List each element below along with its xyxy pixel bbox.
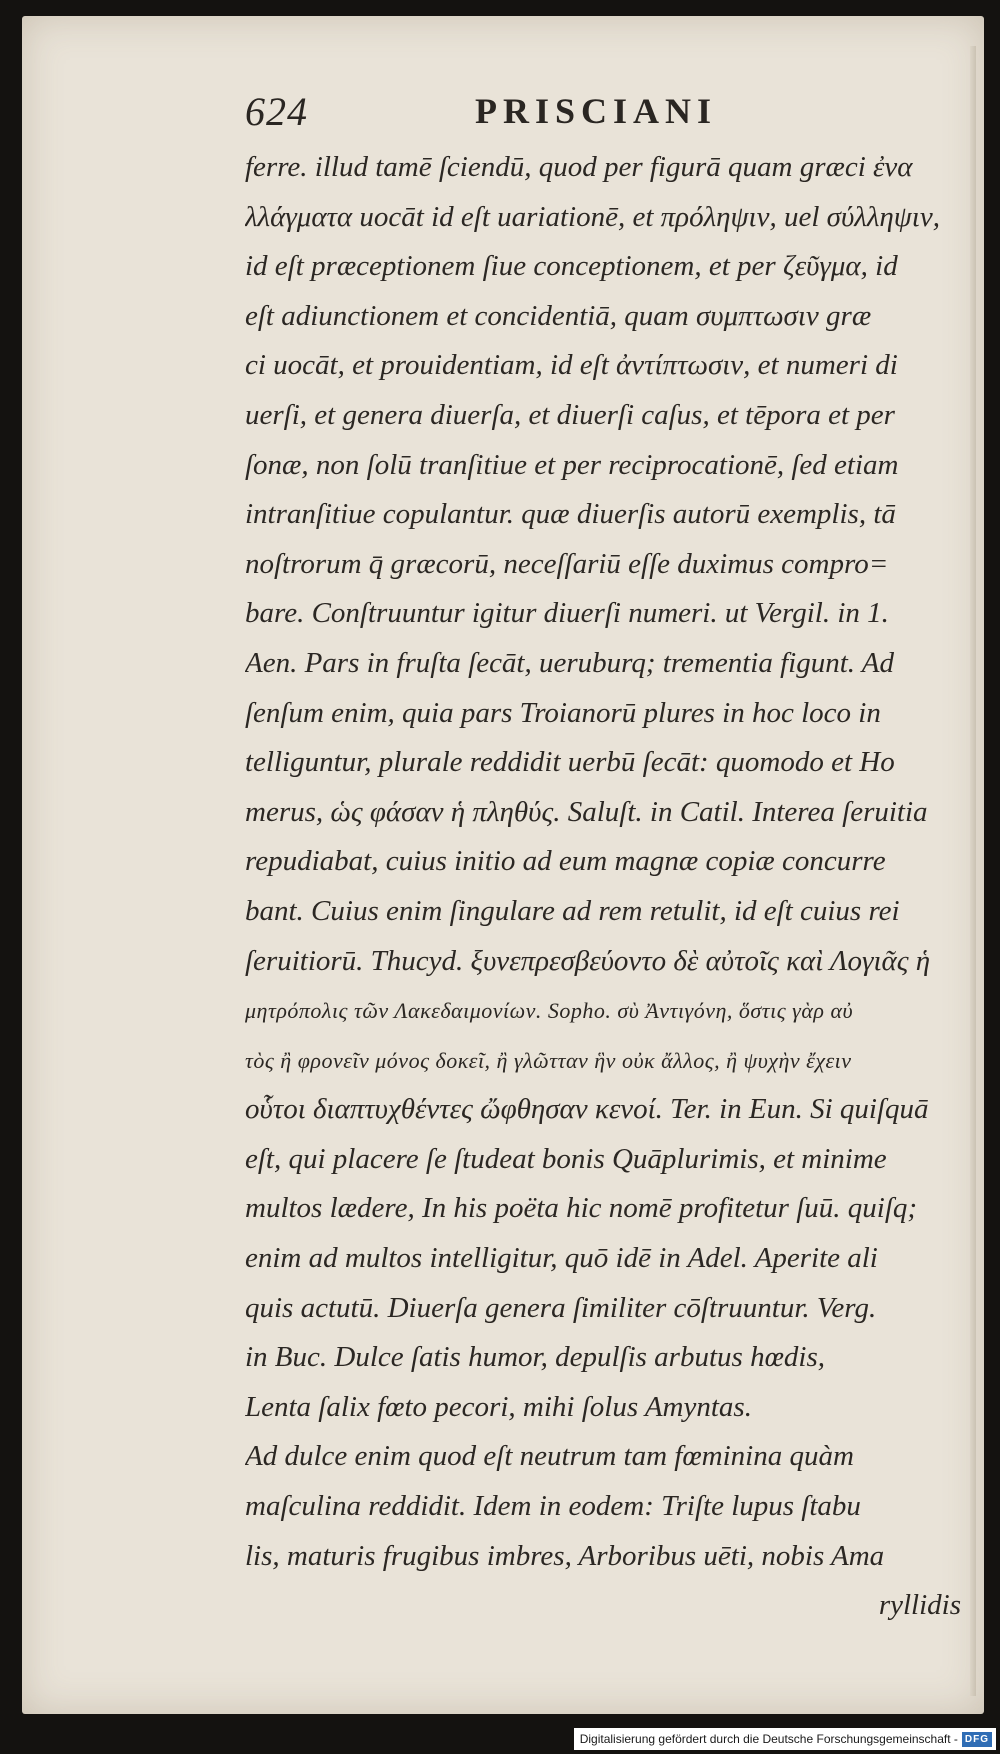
text-line: ſenſum enim, quia pars Troianorū plures in hoc loco in bbox=[245, 696, 881, 729]
text-line: repudiabat, cuius initio ad eum magnæ copiæ concurre bbox=[245, 845, 886, 878]
text-line: telliguntur, plurale reddidit uerbū ſecāt: quomodo et Ho bbox=[245, 746, 895, 779]
page-number: 624 bbox=[245, 89, 308, 134]
catchword: ryllidis bbox=[878, 1589, 961, 1622]
text-line: quis actutū. Diuerſa genera ſimiliter cōſtruuntur. Verg. bbox=[245, 1291, 877, 1324]
credit-text: Digitalisierung gefördert durch die Deutsche Forschungsgemeinschaft - bbox=[579, 1732, 958, 1746]
text-line: ſonæ, non ſolū tranſitiue et per reciprocationē, ſed etiam bbox=[245, 448, 899, 481]
text-line: λλάγματα uocāt id eſt uariationē, et πρόληψιν, uel σύλληψιν, bbox=[245, 200, 940, 233]
text-line: eſt, qui placere ſe ſtudeat bonis Quāplurimis, et minime bbox=[245, 1142, 887, 1175]
running-head: PRISCIANI bbox=[475, 91, 718, 131]
text-line-greek: μητρόπολις τῶν Λακεδαιμονίων. Sopho. σὺ Ἀντιγόνη, ὅστις γὰρ αὐ bbox=[245, 998, 854, 1024]
text-line: Lenta ſalix fœto pecori, mihi ſolus Amyntas. bbox=[245, 1390, 752, 1423]
text-line: enim ad multos intelligitur, quō idē in Adel. Aperite ali bbox=[245, 1242, 878, 1275]
text-line: noſtrorum q̄ græcorū, neceſſariū eſſe duximus compro= bbox=[245, 547, 889, 580]
page-header bbox=[245, 88, 945, 148]
text-line: id eſt præceptionem ſiue conceptionem, et per ζεῦγμα, id bbox=[245, 250, 898, 283]
text-line: Ad dulce enim quod eſt neutrum tam fœminina quàm bbox=[245, 1440, 854, 1473]
text-line: merus, ὡς φάσαν ἡ πληθύς. Saluſt. in Catil. Interea ſeruitia bbox=[245, 795, 928, 828]
text-line: ſeruitiorū. Thucyd. ξυνεπρεσβεύοντο δὲ αὐτοῖς καὶ Λογιᾶς ἡ bbox=[245, 944, 931, 977]
digitization-credit bbox=[574, 1728, 996, 1750]
text-line: οὗτοι διαπτυχθέντες ὤφθησαν κενοί. Ter. in Eun. Si quiſquā bbox=[245, 1093, 929, 1126]
text-line: uerſi, et genera diuerſa, et diuerſi caſus, et tēpora et per bbox=[245, 398, 895, 431]
text-line: Aen. Pars in fruſta ſecāt, ueruburq; trementia figunt. Ad bbox=[245, 646, 894, 679]
dfg-logo: DFG bbox=[962, 1732, 992, 1747]
text-line: intranſitiue copulantur. quæ diuerſis autorū exemplis, tā bbox=[245, 498, 896, 531]
text-line-greek: τὸς ἢ φρονεῖν μόνος δοκεῖ, ἢ γλῶτταν ἣν οὐκ ἄλλος, ἢ ψυχὴν ἔχειν bbox=[245, 1047, 852, 1073]
text-line: maſculina reddidit. Idem in eodem: Triſte lupus ſtabu bbox=[245, 1490, 861, 1523]
text-line: bare. Conſtruuntur igitur diuerſi numeri. ut Vergil. in 1. bbox=[245, 597, 889, 630]
text-line: eſt adiunctionem et concidentiā, quam συμπτωσιν græ bbox=[245, 299, 872, 332]
text-line: ferre. illud tamē ſciendū, quod per figurā quam græci ἐνα bbox=[245, 151, 913, 183]
text-line: in Buc. Dulce ſatis humor, depulſis arbutus hœdis, bbox=[245, 1341, 825, 1374]
text-line: ci uocāt, et prouidentiam, id eſt ἀντίπτωσιν, et numeri di bbox=[245, 349, 898, 382]
text-line: multos lædere, In his poëta hic nomē profitetur ſuū. quiſq; bbox=[245, 1192, 918, 1225]
text-line: bant. Cuius enim ſingulare ad rem retulit, id eſt cuius rei bbox=[245, 894, 900, 927]
body-text bbox=[245, 143, 975, 1631]
text-line: lis, maturis frugibus imbres, Arboribus uēti, nobis Ama bbox=[245, 1539, 885, 1572]
